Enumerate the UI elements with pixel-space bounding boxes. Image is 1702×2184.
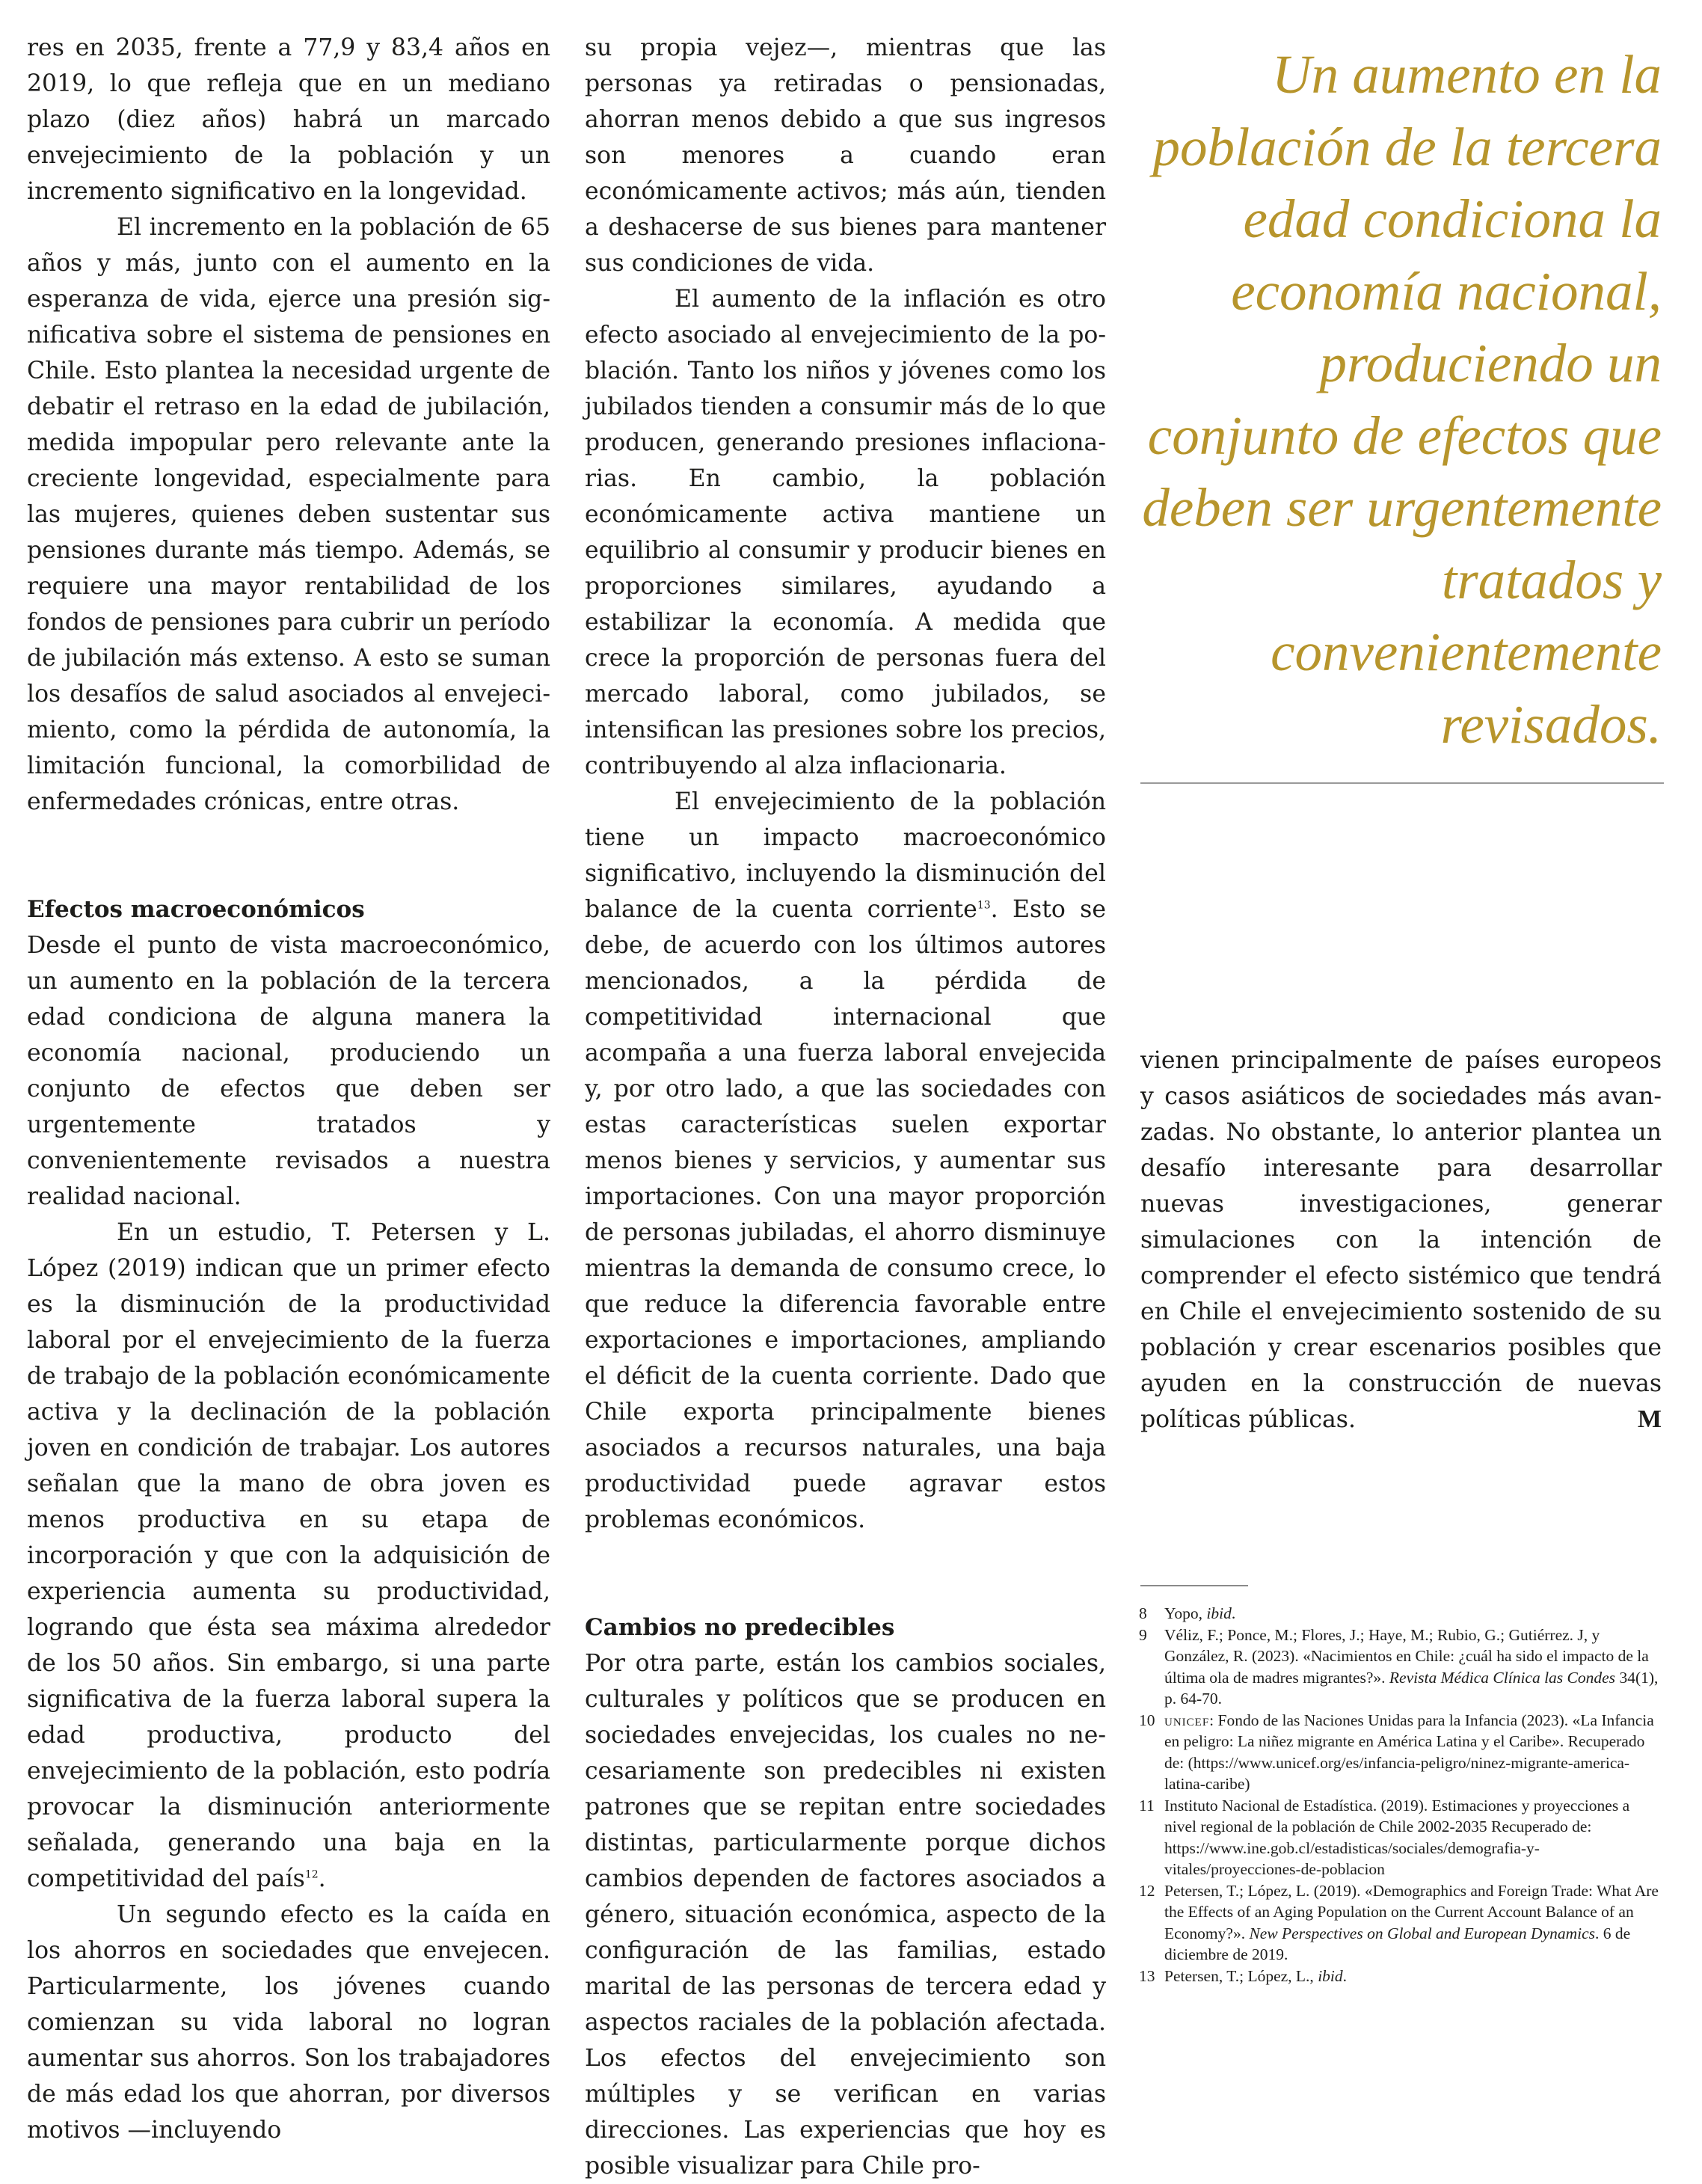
column-2 — [585, 30, 1106, 2184]
footnote-ref[interactable]: 13 — [977, 899, 991, 912]
end-mark-logo: M — [1637, 1405, 1662, 1433]
section-heading: Efectos macroeconómicos — [27, 896, 365, 923]
footnote-divider — [1140, 1585, 1248, 1586]
paragraph-text: . Esto se debe, de acuerdo con los últimos autores mencionados, a la pérdida de competitividad internacional que acompaña a una fuerza laboral envejecida y, por otro lado, a que las sociedades con estas características suelen exportar menos bienes y servicios, y aumentar sus importaciones. Con una mayor proporción de personas jubiladas, el ahorro disminuye mientras la demanda de consumo crece, lo que reduce la diferencia favorable entre exportaciones e importaciones, ampliando el déficit de la cuenta corriente. Dado que Chile exporta principalmente bienes asociados a recursos naturales, una baja productividad puede agravar estos problemas económicos. — [585, 896, 1106, 1533]
footnote-number: 13 — [1139, 1966, 1155, 1985]
footnote-13: 13 Petersen, T.; López, L., ibid. — [1133, 1966, 1662, 1987]
footnote-number: 9 — [1139, 1625, 1147, 1644]
paragraph-text: El envejecimiento de la población tiene un impacto macroeconómico significativo, incluyendo la disminución del balance de la cuenta corriente — [585, 788, 1106, 923]
footnote-number: 10 — [1139, 1711, 1155, 1729]
footnote-8: 8 Yopo, ibid. — [1133, 1603, 1662, 1625]
paragraph: En un estudio, T. Petersen y L. López (2019) indican que un primer efecto es la disminución de la productividad laboral por el envejecimiento de la fuerza de trabajo de la población económicamente activa y la declinación de la población joven en condición de trabajar. Los autores señalan que la mano de obra joven es menos productiva en su etapa de incorporación y que con la adquisición de experiencia aumenta su productividad, logrando que ésta sea máxima alrededor de los 50 años. Sin embargo, si una parte significativa de la fuerza laboral supera la edad productiva, producto del envejecimiento de la población, esto podría provocar la disminución anteriormente señalada, generando una baja en la competitividad del país$^{12}$. — [27, 1219, 550, 1892]
column-3 — [1140, 1043, 1662, 1438]
paragraph: El aumento de la inflación es otro efecto asociado al envejecimiento de la población. Tanto los niños y jóvenes como los jubilados tienden a consumir más de lo que producen, generando presiones inflacionarias. En cambio, la población económicamente activa mantiene un equilibrio al consumir y producir bienes en proporciones similares, ayudando a estabilizar la economía. A medida que crece la proporción de personas fuera del mercado laboral, como jubilados, se intensifican las presiones sobre los precios, contribuyendo al alza inflacionaria. — [585, 286, 1106, 779]
paragraph-text: En un estudio, T. Petersen y L. López (2019) indican que un primer efecto es la disminución de la productividad laboral por el envejecimiento de la fuerza de trabajo de la población económicamente activa y la declinación de la población joven en condición de trabajar. Los autores señalan que la mano de obra joven es menos productiva en su etapa de incorporación y que con la adquisición de experiencia aumenta su productividad, logrando que ésta sea máxima alrededor de los 50 años. Sin embargo, si una parte significativa de la fuerza laboral supera la edad productiva, producto del envejecimiento de la población, esto podría provocar la disminución anteriormente señalada, generando una baja en la competitividad del país — [27, 1219, 550, 1892]
paragraph: Un segundo efecto es la caída en los ahorros en sociedades que envejecen. Particularmente, los jóvenes cuando comienzan su vida laboral no logran aumentar sus ahorros. Son los trabajadores de más edad los que ahorran, por diversos motivos —incluyendo — [27, 1901, 550, 2144]
paragraph: Por otra parte, están los cambios sociales, culturales y políticos que se producen en sociedades envejecidas, los cuales no necesariamente son predecibles ni existen patrones que se repitan entre sociedades distintas, particularmente porque dichos cambios dependen de factores asociados a género, situación económica, aspecto de la configuración de las familias, estado marital de las personas de tercera edad y aspectos raciales de la población afectada. Los efectos del envejecimiento son múltiples y se verifican en varias direcciones. Las experiencias que hoy es posible visualizar para Chile pro- — [585, 1650, 1106, 2180]
footnote-number: 11 — [1139, 1796, 1155, 1815]
paragraph: su propia vejez—, mientras que las personas ya retiradas o pensionadas, ahorran menos debido a que sus ingresos son menores a cuando eran económicamente activos; más aún, tienden a deshacerse de sus bienes para mantener sus condiciones de vida. — [585, 34, 1106, 277]
footnote-number: 12 — [1139, 1881, 1155, 1900]
paragraph — [1140, 1043, 1662, 1438]
footnote-9: 9 Véliz, F.; Ponce, M.; Flores, J.; Haye, M.; Rubio, G.; Gutiérrez. J, y González, R. (2023). «Nacimientos en Chile: ¿cuál ha sido el impacto de la última ola de madres migrantes?». Revista Médica Clínica las Condes 34(1), p. 64-70. — [1133, 1625, 1662, 1710]
paragraph: El incremento en la población de 65 años y más, junto con el aumento en la esperanza de vida, ejerce una presión significativa sobre el sistema de pensiones en Chile. Esto plantea la necesidad urgente de debatir el retraso en la edad de jubilación, medida impopular pero relevante ante la creciente longevidad, especialmente para las mujeres, quienes deben sustentar sus pensiones durante más tiempo. Además, se requiere una mayor rentabilidad de los fondos de pensiones para cubrir un período de jubilación más extenso. A esto se suman los desafíos de salud asociados al envejecimiento, como la pérdida de autonomía, la limitación funcional, la comorbilidad de enfermedades crónicas, entre otras. — [27, 214, 550, 815]
pull-quote: Un aumento en la población de la tercera edad condiciona la economía nacional, produciendo un conjunto de efectos que deben ser urgentemente tratados y convenientemente revisados. — [1142, 44, 1662, 755]
section-heading: Cambios no predecibles — [585, 1614, 895, 1641]
footnotes — [1133, 1603, 1662, 1987]
pull-quote-divider — [1140, 782, 1664, 784]
column-1 — [27, 30, 550, 2148]
paragraph: res en 2035, frente a 77,9 y 83,4 años en 2019, lo que refleja que en un mediano plazo (diez años) habrá un marcado envejecimiento de la población y un incremento significativo en la longevidad. — [27, 34, 550, 205]
paragraph: Desde el punto de vista macroeconómico, un aumento en la población de la tercera edad condiciona de alguna manera la economía nacional, produciendo un conjunto de efectos que deben ser urgentemente tratados y convenientemente revisados a nuestra realidad nacional. — [27, 932, 550, 1210]
footnote-number: 8 — [1139, 1604, 1147, 1622]
footnote-10: 10 unicef: Fondo de las Naciones Unidas para la Infancia (2023). «La Infancia en peligro: La niñez migrante en América Latina y el Caribe». Recuperado de: (https://www.unicef.org/es/infancia-peligro/ninez-migrante-america-latina-caribe) — [1133, 1710, 1662, 1795]
footnote-ref[interactable]: 12 — [304, 1868, 319, 1881]
footnote-11: 11 Instituto Nacional de Estadística. (2019). Estimaciones y proyecciones a nivel regional de la población de Chile 2002-2035 Recuperado de: https://www.ine.gob.cl/estadisticas/sociales/demografia-y-vitales/proyecciones-de-poblacion — [1133, 1795, 1662, 1880]
paragraph-text: vienen principalmente de países europeos y casos asiáticos de sociedades más avanzadas. No obstante, lo anterior plantea un desafío interesante para desarrollar nuevas investigaciones, generar simulaciones con la intención de comprender el efecto sistémico que tendrá en Chile el envejecimiento sostenido de su población y crear escenarios posibles que ayuden en la construcción de nuevas políticas públicas. — [1140, 1047, 1662, 1433]
footnote-12: 12 Petersen, T.; López, L. (2019). «Demographics and Foreign Trade: What Are the Effects of an Aging Population on the Current Account Balance of an Economy?». New Perspectives on Global and European Dynamics. 6 de diciembre de 2019. — [1133, 1880, 1662, 1966]
paragraph — [585, 784, 1106, 1538]
